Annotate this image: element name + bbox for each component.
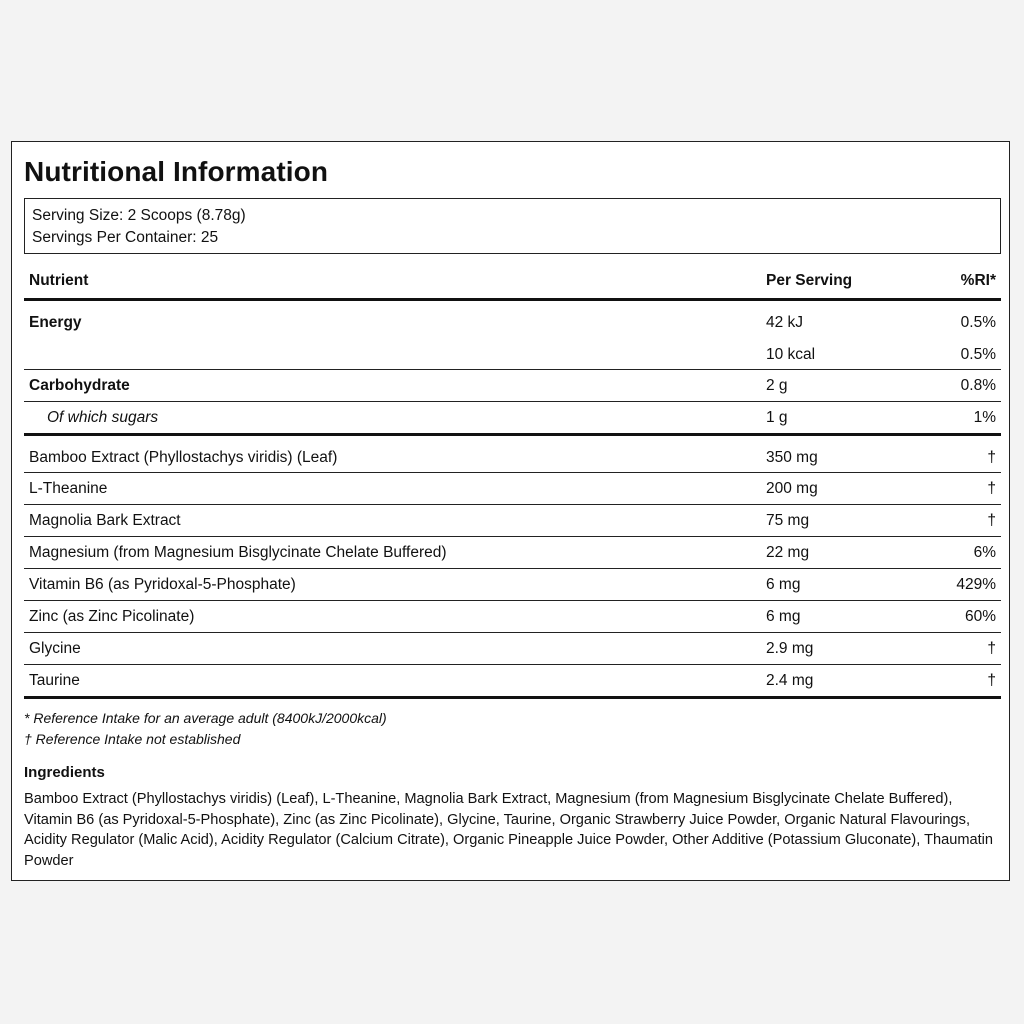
header-nutrient: Nutrient — [29, 272, 89, 289]
table-row — [24, 537, 1001, 569]
table-row-carbohydrate — [24, 370, 1001, 402]
ingredient-ri: 60% — [964, 608, 996, 625]
ingredient-name: L-Theanine — [29, 480, 108, 497]
carbohydrate-label: Carbohydrate — [29, 377, 130, 394]
ingredient-ri: † — [987, 480, 996, 497]
ingredient-value: 22 mg — [766, 544, 810, 561]
ingredients-text: Bamboo Extract (Phyllostachys viridis) (Leaf), L-Theanine, Magnolia Bark Extract, Magnesium (from Magnesium Bisglycinate Chelate Buffered), Vitamin B6 (as Pyridoxal-5-Phosphate), Zinc (as Zinc Picolinate), Glycine, Taurine, Organic Strawberry Juice Powder, Organic Natural Flavourings, Acidity Regulator (Malic Acid), Acidity Regulator (Calcium Citrate), Organic Pineapple Juice Powder, Other Additive (Potassium Gluconate), Thaumatin Powder — [24, 791, 994, 869]
table-row-energy-kj — [24, 301, 1001, 337]
ingredient-ri: † — [987, 672, 996, 689]
serving-size: Serving Size: 2 Scoops (8.78g) — [32, 207, 246, 224]
footnote-ri: * Reference Intake for an average adult (8400kJ/2000kcal) — [24, 710, 387, 726]
ingredient-name: Glycine — [29, 640, 81, 657]
table-row — [24, 473, 1001, 505]
nutrition-panel — [11, 141, 1010, 881]
table-row — [24, 569, 1001, 601]
servings-per-container: Servings Per Container: 25 — [32, 229, 219, 246]
ingredient-ri: † — [987, 640, 996, 657]
table-row — [24, 601, 1001, 633]
ingredients-heading: Ingredients — [24, 764, 105, 781]
ingredient-value: 2.9 mg — [766, 640, 814, 657]
ingredient-value: 75 mg — [766, 512, 810, 529]
ingredient-name: Magnolia Bark Extract — [29, 512, 181, 529]
ingredient-ri: † — [987, 449, 996, 466]
energy-kj-ri: 0.5% — [960, 314, 996, 331]
sugars-value: 1 g — [766, 409, 788, 426]
table-row — [24, 436, 1001, 473]
sugars-ri: 1% — [973, 409, 996, 426]
ingredient-name: Zinc (as Zinc Picolinate) — [29, 608, 195, 625]
carbohydrate-ri: 0.8% — [960, 377, 996, 394]
ingredient-ri: 429% — [956, 576, 996, 593]
ingredient-name: Taurine — [29, 672, 80, 689]
page-title: Nutritional Information — [24, 156, 329, 187]
ingredient-name: Vitamin B6 (as Pyridoxal-5-Phosphate) — [29, 576, 296, 593]
energy-kcal-ri: 0.5% — [960, 346, 996, 363]
sugars-label: Of which sugars — [47, 409, 159, 426]
energy-kcal-value: 10 kcal — [766, 346, 816, 363]
table-header-row — [24, 258, 1001, 301]
table-row-energy-kcal — [24, 337, 1001, 370]
energy-label: Energy — [29, 314, 82, 331]
ingredient-value: 6 mg — [766, 576, 801, 593]
energy-kj-value: 42 kJ — [766, 314, 804, 331]
ingredient-value: 200 mg — [766, 480, 818, 497]
table-row — [24, 665, 1001, 699]
table-row — [24, 505, 1001, 537]
ingredient-name: Magnesium (from Magnesium Bisglycinate Chelate Buffered) — [29, 544, 447, 561]
table-row — [24, 633, 1001, 665]
ingredient-value: 2.4 mg — [766, 672, 814, 689]
ingredient-ri: † — [987, 512, 996, 529]
ingredient-ri: 6% — [973, 544, 996, 561]
ingredient-value: 6 mg — [766, 608, 801, 625]
ingredient-name: Bamboo Extract (Phyllostachys viridis) (Leaf) — [29, 449, 338, 466]
header-per-serving: Per Serving — [766, 272, 853, 289]
header-ri: %RI* — [960, 272, 996, 289]
serving-info-box — [24, 198, 1001, 254]
ingredient-value: 350 mg — [766, 449, 818, 466]
footnote-not-established: † Reference Intake not established — [24, 731, 241, 747]
footnotes — [24, 708, 387, 750]
table-row-sugars — [24, 402, 1001, 436]
nutrition-table — [24, 258, 1001, 699]
carbohydrate-value: 2 g — [766, 377, 788, 394]
